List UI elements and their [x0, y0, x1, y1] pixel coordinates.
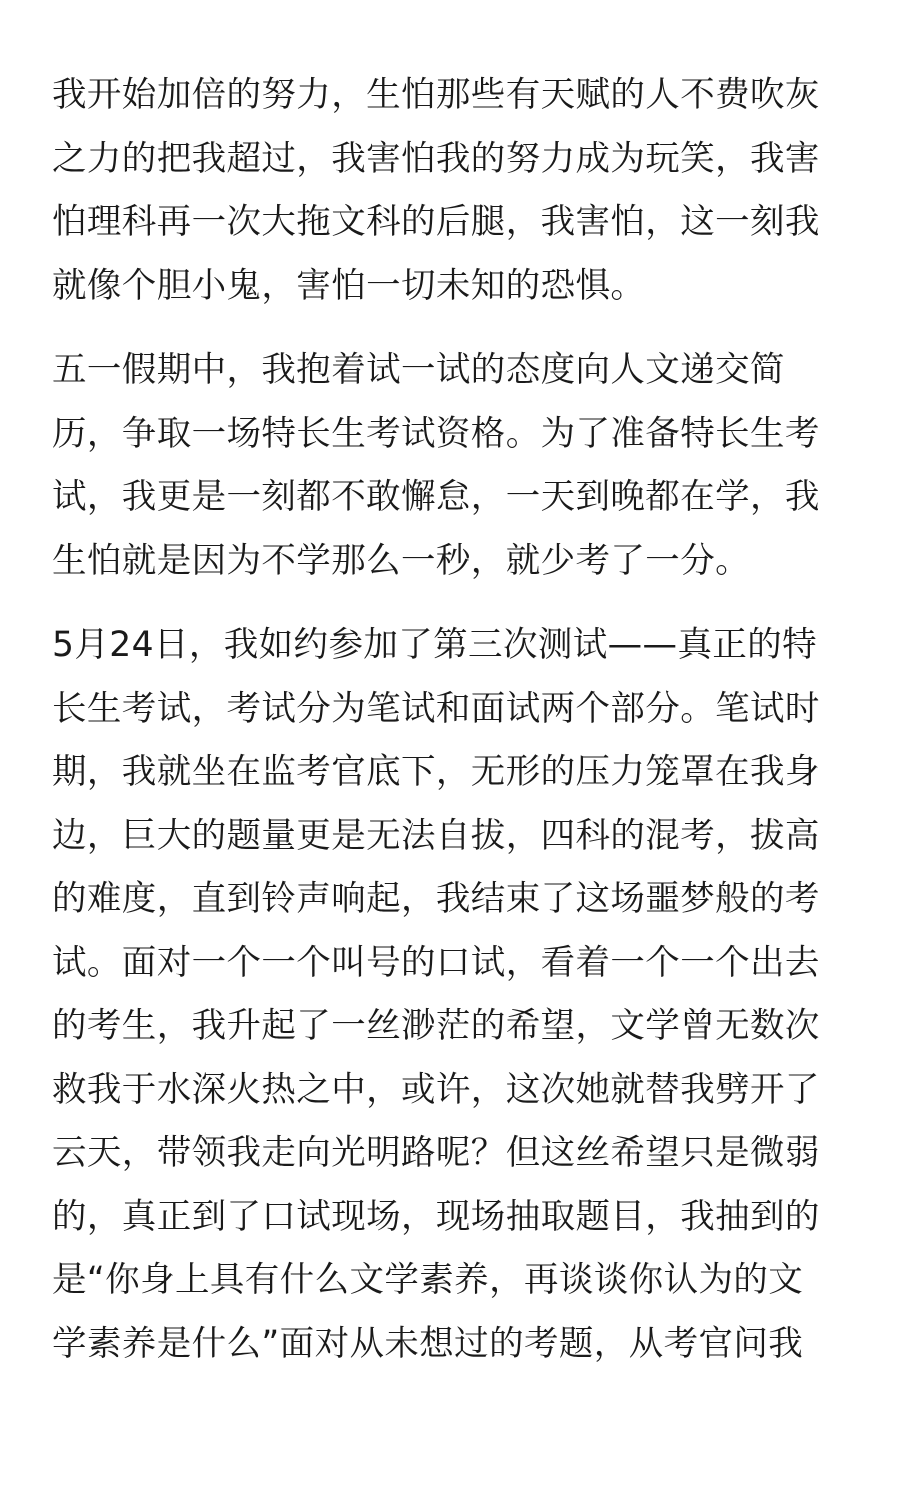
text-line: 救我于水深火热之中，或许，这次她就替我劈开了: [52, 1069, 820, 1110]
text-line: 学素养是什么”面对从未想过的考题，从考官问我: [52, 1323, 804, 1364]
text-line: 的难度，直到铃声响起，我结束了这场噩梦般的考: [52, 879, 820, 919]
text-line: 云天，带领我走向光明路呢？但这丝希望只是微弱: [52, 1133, 820, 1173]
text-line: 之力的把我超过，我害怕我的努力成为玩笑，我害: [52, 138, 820, 179]
text-line: 就像个胆小鬼，害怕一切未知的恐惧。: [52, 265, 646, 306]
paragraph-2: [52, 339, 852, 593]
text-line: 的，真正到了口试现场，现场抽取题目，我抽到的: [52, 1196, 820, 1237]
text-line: 试，我更是一刻都不敢懈怠，一天到晚都在学，我: [52, 477, 820, 517]
paragraph-3: [52, 614, 852, 1376]
text-line: 是“你身上具有什么文学素养，再谈谈你认为的文: [52, 1260, 804, 1300]
text-line: 5月24日，我如约参加了第三次测试——真正的特: [52, 625, 818, 665]
text-line: 五一假期中，我抱着试一试的态度向人文递交简: [52, 350, 785, 390]
text-line: 期，我就坐在监考官底下，无形的压力笼罩在我身: [52, 752, 820, 792]
text-line: 边，巨大的题量更是无法自拔，四科的混考，拔高: [52, 815, 820, 856]
article-body: [52, 64, 852, 1397]
text-line: 试。面对一个一个叫号的口试，看着一个一个出去: [52, 942, 820, 983]
text-line: 怕理科再一次大拖文科的后腿，我害怕，这一刻我: [52, 202, 820, 242]
text-line: 历，争取一场特长生考试资格。为了准备特长生考: [52, 413, 820, 454]
text-line: 长生考试，考试分为笔试和面试两个部分。笔试时: [52, 688, 820, 729]
text-line: 我开始加倍的努力，生怕那些有天赋的人不费吹灰: [52, 75, 820, 115]
text-line: 生怕就是因为不学那么一秒，就少考了一分。: [52, 540, 750, 581]
paragraph-1: [52, 64, 852, 318]
text-line: 的考生，我升起了一丝渺茫的希望，文学曾无数次: [52, 1006, 820, 1046]
